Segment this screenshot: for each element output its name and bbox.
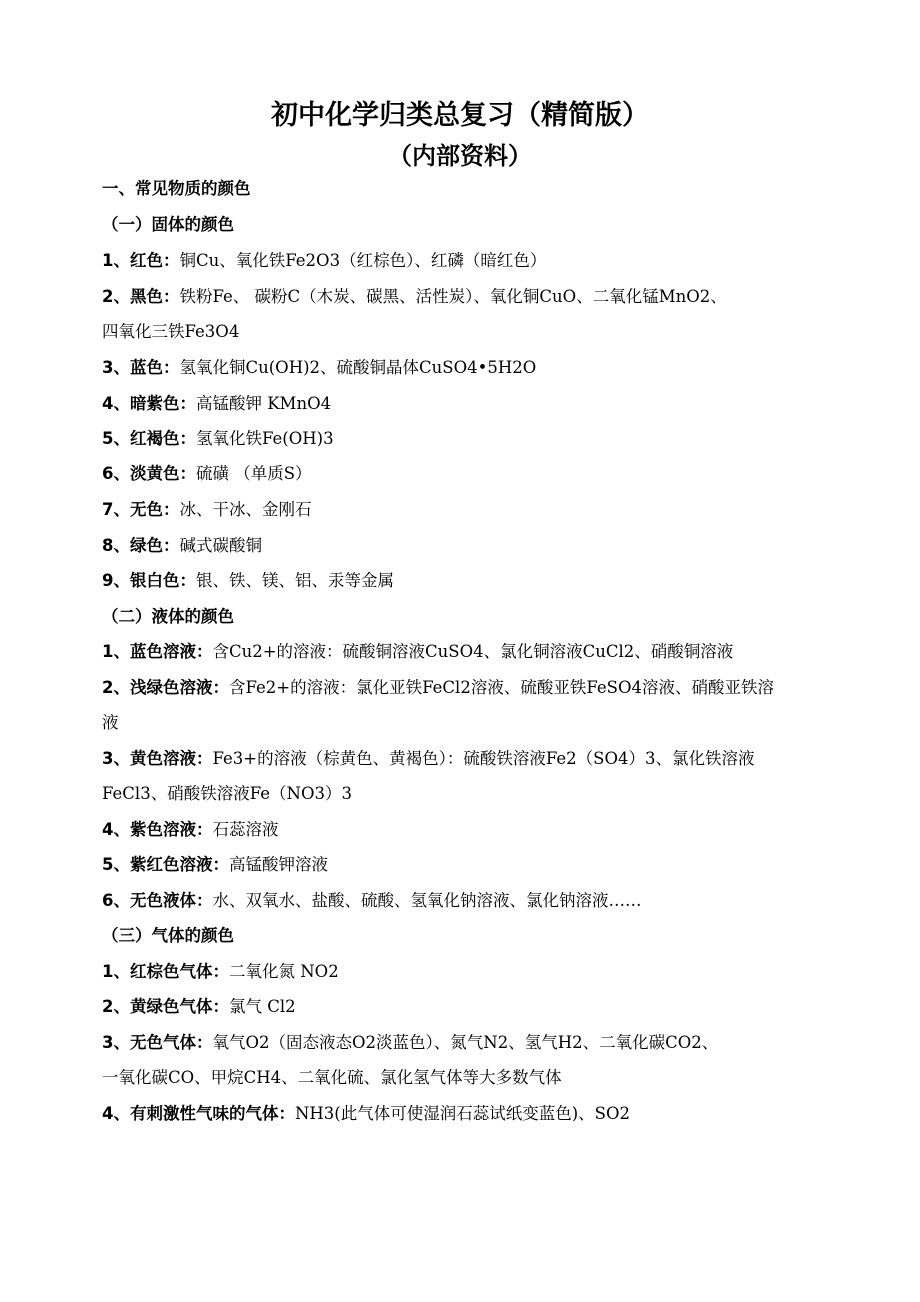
item-text: 石蕊溶液 xyxy=(212,820,279,839)
item-label: 3、无色气体： xyxy=(102,1033,213,1052)
item-text: 高锰酸钾溶液 xyxy=(228,855,328,874)
item-label: 8、绿色： xyxy=(102,536,180,555)
item-text: 冰、干冰、金刚石 xyxy=(179,500,312,519)
solid-item-7 xyxy=(102,499,311,521)
item-text: 氧气O2（固态液态O2淡蓝色）、氮气N2、氢气H2、二氧化碳CO2、 xyxy=(212,1033,719,1052)
solid-item-4 xyxy=(102,393,331,415)
liquid-item-4 xyxy=(102,819,278,841)
liquid-item-3-continued: FeCl3、硝酸铁溶液Fe（NO3）3 xyxy=(102,784,352,803)
item-text: 二氧化氮 NO2 xyxy=(228,962,339,981)
gas-item-3 xyxy=(102,1032,718,1054)
liquid-item-6 xyxy=(102,890,641,912)
item-text: 高锰酸钾 KMnO4 xyxy=(195,394,332,413)
liquid-item-2 xyxy=(102,677,774,699)
liquid-item-5 xyxy=(102,854,328,876)
item-label: 4、紫色溶液： xyxy=(102,820,213,839)
solid-item-1 xyxy=(102,250,546,272)
solid-item-8 xyxy=(102,535,262,557)
solid-item-5 xyxy=(102,428,334,450)
item-label: 9、银白色： xyxy=(102,571,196,590)
item-label: 3、蓝色： xyxy=(102,358,180,377)
item-text: 水、双氧水、盐酸、硫酸、氢氧化钠溶液、氯化钠溶液…… xyxy=(212,891,642,910)
gas-item-3-continued: 一氧化碳CO、甲烷CH4、二氧化硫、氯化氢气体等大多数气体 xyxy=(102,1068,562,1087)
item-label: 6、无色液体： xyxy=(102,891,213,910)
page-subtitle: （内部资料） xyxy=(388,142,532,170)
item-label: 5、红褐色： xyxy=(102,429,196,448)
item-text: 铜Cu、氧化铁Fe2O3（红棕色）、红磷（暗红色） xyxy=(179,251,547,270)
item-text: 含Cu2+的溶液：硫酸铜溶液CuSO4、氯化铜溶液CuCl2、硝酸铜溶液 xyxy=(212,642,734,661)
item-label: 6、淡黄色： xyxy=(102,464,196,483)
item-label: 7、无色： xyxy=(102,500,180,519)
liquid-item-3 xyxy=(102,748,755,770)
item-text: 银、铁、镁、铝、汞等金属 xyxy=(195,571,394,590)
item-label: 2、黑色： xyxy=(102,287,180,306)
item-text: 碱式碳酸铜 xyxy=(179,536,262,555)
item-label: 2、浅绿色溶液： xyxy=(102,678,229,697)
item-label: 5、紫红色溶液： xyxy=(102,855,229,874)
item-text: 硫磺 （单质S） xyxy=(195,464,312,483)
solid-heading: （一）固体的颜色 xyxy=(102,215,234,234)
solid-item-6 xyxy=(102,463,312,485)
solid-item-3 xyxy=(102,357,536,379)
item-label: 1、红色： xyxy=(102,251,180,270)
solid-item-2 xyxy=(102,286,727,308)
item-text: NH3(此气体可使湿润石蕊试纸变蓝色)、SO2 xyxy=(294,1104,631,1123)
page-title: 初中化学归类总复习（精简版） xyxy=(271,100,649,131)
item-label: 1、蓝色溶液： xyxy=(102,642,213,661)
gas-item-1 xyxy=(102,961,339,983)
item-label: 4、暗紫色： xyxy=(102,394,196,413)
liquid-item-1 xyxy=(102,641,733,663)
item-text: 含Fe2+的溶液：氯化亚铁FeCl2溶液、硫酸亚铁FeSO4溶液、硝酸亚铁溶 xyxy=(228,678,774,697)
solid-item-2-continued: 四氧化三铁Fe3O4 xyxy=(102,322,240,341)
item-label: 1、红棕色气体： xyxy=(102,962,229,981)
liquid-heading: （二）液体的颜色 xyxy=(102,607,234,626)
liquid-item-2-continued: 液 xyxy=(102,713,119,732)
item-text: 氢氧化铁Fe(OH)3 xyxy=(195,429,334,448)
solid-item-9 xyxy=(102,570,394,592)
item-text: 氢氧化铜Cu(OH)2、硫酸铜晶体CuSO4•5H2O xyxy=(179,358,537,377)
item-label: 2、黄绿色气体： xyxy=(102,997,229,1016)
item-text: 氯气 Cl2 xyxy=(228,997,296,1016)
item-text: 铁粉Fe、 碳粉C（木炭、碳黑、活性炭）、氧化铜CuO、二氧化锰MnO2、 xyxy=(179,287,727,306)
item-text: Fe3+的溶液（棕黄色、黄褐色）：硫酸铁溶液Fe2（SO4）3、氯化铁溶液 xyxy=(212,749,755,768)
gas-item-2 xyxy=(102,996,296,1018)
gas-heading: （三）气体的颜色 xyxy=(102,926,234,945)
gas-item-4 xyxy=(102,1103,630,1125)
item-label: 4、有刺激性气味的气体： xyxy=(102,1104,295,1123)
section-heading: 一、常见物质的颜色 xyxy=(102,179,251,198)
item-label: 3、黄色溶液： xyxy=(102,749,213,768)
